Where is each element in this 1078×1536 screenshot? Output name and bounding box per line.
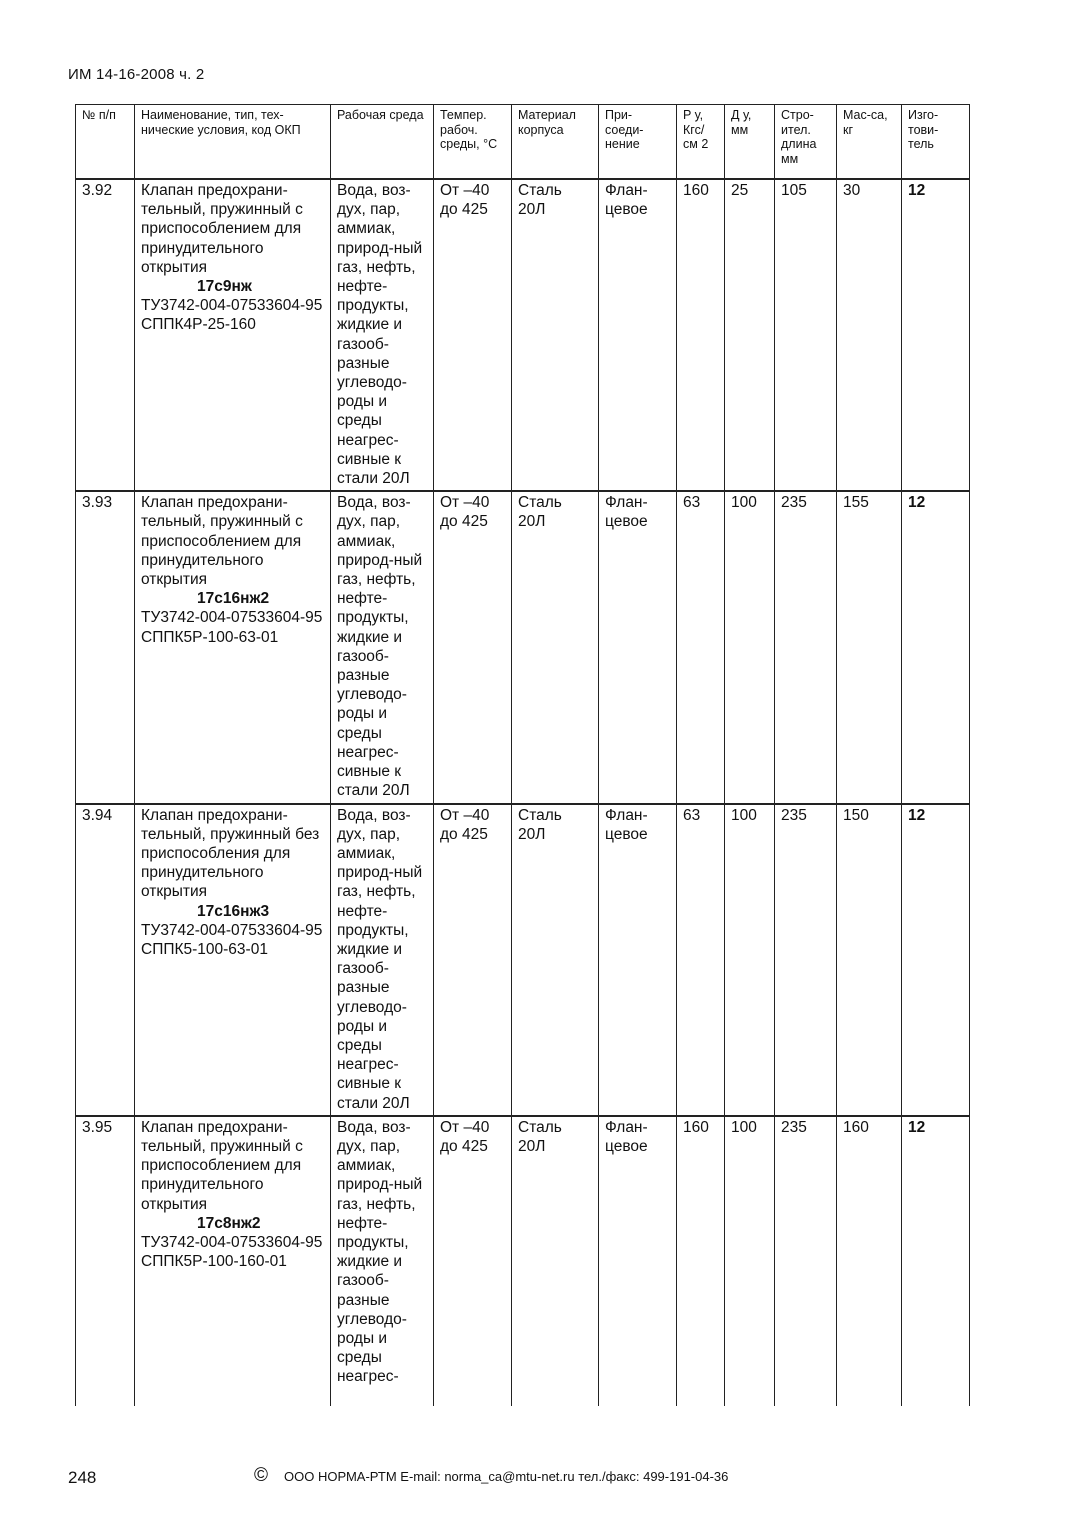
header-num: № п/п (76, 105, 135, 180)
cell-connection: Флан-цевое (599, 491, 677, 803)
cell-name (135, 804, 331, 1116)
cell-name (135, 491, 331, 803)
valve-code: СППК5-100-63-01 (141, 940, 268, 958)
cell-name (135, 1116, 331, 1406)
valve-description: Клапан предохрани-тельный, пружинный без приспособления для принудительного открытия (141, 806, 320, 901)
valve-spec-table (75, 104, 970, 1406)
valve-model: 17с16нж2 (197, 590, 270, 608)
header-medium: Рабочая среда (331, 105, 434, 180)
valve-tu: ТУ3742-004-07533604-95 (141, 1233, 323, 1251)
valve-tu: ТУ3742-004-07533604-95 (141, 609, 323, 627)
cell-temperature: От –40 до 425 (434, 1116, 512, 1406)
cell-maker: 12 (902, 179, 970, 491)
cell-diameter: 100 (725, 1116, 775, 1406)
table-row (76, 1116, 970, 1406)
publisher-contact: ООО НОРМА-РТМ E-mail: norma_ca@mtu-net.ru тел./факс: 499-191-04-36 (284, 1469, 729, 1484)
cell-mass: 150 (837, 804, 902, 1116)
cell-medium: Вода, воз-дух, пар, аммиак, природ-ный газ, нефть, нефте-продукты, жидкие и газооб-разные углеводо-роды и среды неагрес- (331, 1116, 434, 1406)
cell-maker: 12 (902, 491, 970, 803)
cell-num: 3.94 (76, 804, 135, 1116)
cell-length: 235 (775, 1116, 837, 1406)
cell-mass: 30 (837, 179, 902, 491)
table-header-row (76, 105, 970, 180)
valve-model: 17с8нж2 (197, 1214, 261, 1232)
cell-temperature: От –40 до 425 (434, 491, 512, 803)
cell-pressure: 63 (677, 491, 725, 803)
cell-pressure: 63 (677, 804, 725, 1116)
cell-length: 235 (775, 804, 837, 1116)
header-name: Наименование, тип, тех-нические условия, код ОКП (135, 105, 331, 180)
cell-material: Сталь 20Л (512, 1116, 599, 1406)
valve-description: Клапан предохрани-тельный, пружинный с приспособлением для принудительного открытия (141, 182, 303, 276)
cell-num: 3.93 (76, 491, 135, 803)
header-connection: При-соеди-нение (599, 105, 677, 180)
valve-description: Клапан предохрани-тельный, пружинный с приспособлением для принудительного открытия (141, 494, 303, 589)
cell-num: 3.92 (76, 179, 135, 491)
cell-maker: 12 (902, 1116, 970, 1406)
valve-model: 17с16нж3 (197, 902, 270, 920)
cell-material: Сталь 20Л (512, 804, 599, 1116)
cell-name (135, 179, 331, 491)
valve-model: 17с9нж (197, 278, 252, 296)
cell-medium: Вода, воз-дух, пар, аммиак, природ-ный газ, нефть, нефте-продукты, жидкие и газооб-разные углеводо-роды и среды неагрес-сивные к стали 20Л (331, 179, 434, 491)
cell-diameter: 100 (725, 491, 775, 803)
valve-description: Клапан предохрани-тельный, пружинный с приспособлением для принудительного открытия (141, 1118, 303, 1213)
cell-mass: 155 (837, 491, 902, 803)
cell-material: Сталь 20Л (512, 491, 599, 803)
cell-maker: 12 (902, 804, 970, 1116)
copyright-icon: © (254, 1465, 268, 1486)
cell-length: 105 (775, 179, 837, 491)
cell-temperature: От –40 до 425 (434, 804, 512, 1116)
document-code: ИМ 14-16-2008 ч. 2 (68, 66, 205, 83)
valve-code: СППК5Р-100-63-01 (141, 628, 279, 646)
cell-diameter: 25 (725, 179, 775, 491)
cell-length: 235 (775, 491, 837, 803)
cell-medium: Вода, воз-дух, пар, аммиак, природ-ный газ, нефть, нефте-продукты, жидкие и газооб-разные углеводо-роды и среды неагрес-сивные к стали 20Л (331, 491, 434, 803)
cell-medium: Вода, воз-дух, пар, аммиак, природ-ный газ, нефть, нефте-продукты, жидкие и газооб-разные углеводо-роды и среды неагрес-сивные к стали 20Л (331, 804, 434, 1116)
valve-code: СППК5Р-100-160-01 (141, 1253, 287, 1271)
valve-code: СППК4Р-25-160 (141, 316, 256, 334)
header-mass: Мас-са, кг (837, 105, 902, 180)
header-length: Стро-ител. длина мм (775, 105, 837, 180)
header-material: Материал корпуса (512, 105, 599, 180)
header-pressure: P у, Кгс/ см 2 (677, 105, 725, 180)
cell-material: Сталь 20Л (512, 179, 599, 491)
table-row (76, 804, 970, 1116)
cell-pressure: 160 (677, 179, 725, 491)
cell-mass: 160 (837, 1116, 902, 1406)
table-row (76, 179, 970, 491)
page-number: 248 (68, 1468, 97, 1487)
cell-connection: Флан-цевое (599, 179, 677, 491)
cell-connection: Флан-цевое (599, 804, 677, 1116)
cell-temperature: От –40 до 425 (434, 179, 512, 491)
header-temperature: Темпер. рабоч. среды, °С (434, 105, 512, 180)
header-maker: Изго-тови-тель (902, 105, 970, 180)
cell-diameter: 100 (725, 804, 775, 1116)
header-diameter: Д у, мм (725, 105, 775, 180)
table-row (76, 491, 970, 803)
page-footer (68, 1465, 968, 1492)
valve-tu: ТУ3742-004-07533604-95 (141, 297, 323, 315)
cell-num: 3.95 (76, 1116, 135, 1406)
cell-pressure: 160 (677, 1116, 725, 1406)
valve-tu: ТУ3742-004-07533604-95 (141, 921, 323, 939)
cell-connection: Флан-цевое (599, 1116, 677, 1406)
